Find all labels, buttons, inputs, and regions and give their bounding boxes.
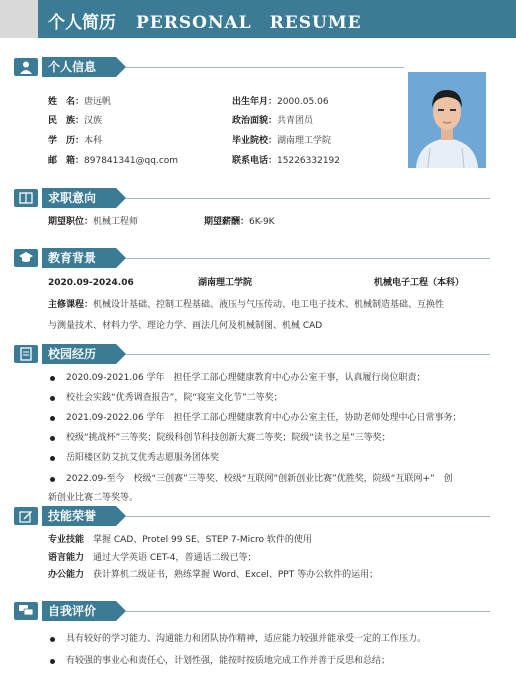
salary-row: 期望薪酬：6K-9K: [204, 217, 275, 227]
page-title: [48, 8, 362, 33]
chat-icon: [14, 602, 38, 620]
school-row: 毕业院校：湖南理工学院: [232, 136, 332, 146]
section-title-self: 自我评价: [42, 601, 116, 621]
section-title-education: 教育背景: [42, 248, 116, 268]
campus-item-2: 校社会实践“优秀调查报告”，院“寝室文化节”二等奖；: [66, 393, 283, 403]
ethnic-row: 民 族：汉族: [48, 116, 103, 126]
section-arrow: [116, 188, 126, 208]
section-title-objective: 求职意向: [42, 188, 116, 208]
campus-item-6-wrap: 新创业比赛二等奖等。: [48, 493, 139, 503]
bullet: [50, 477, 55, 482]
section-divider: [126, 516, 490, 517]
section-title-campus: 校园经历: [42, 344, 116, 364]
graduation-cap-icon: [14, 249, 38, 267]
campus-item-5: 岳阳楼区防艾抗艾优秀志愿服务团体奖: [66, 453, 220, 463]
section-arrow: [116, 344, 126, 364]
skill-pro-row: 专业技能 掌握 CAD、Protel 99 SE、STEP 7-Micro 软件的使用: [48, 535, 312, 545]
self-item-2: 有较强的事业心和责任心，计划性强，能按时按质地完成工作并善于反思和总结；: [66, 656, 391, 666]
self-item-1: 具有较好的学习能力、沟通能力和团队协作精神，适应能力较强并能承受一定的工作压力。: [66, 634, 427, 644]
name-value: 唐远帆: [84, 97, 112, 107]
bullet: [50, 376, 55, 381]
bullet: [50, 637, 55, 642]
name-row: 姓 名：唐远帆: [48, 97, 112, 107]
campus-item-6: 2022.09-至今 校级“三创赛”三等奖、校级“互联网”创新创业比赛”优胜奖，院级“互联网+” 创: [66, 474, 453, 484]
title-cn: 个人简历: [48, 13, 116, 33]
political-row: 政治面貌：共青团员: [232, 116, 314, 126]
school-value: 湖南理工学院: [277, 136, 332, 146]
edu-major: 机械电子工程（本科）: [374, 278, 465, 288]
edit-icon: [14, 507, 38, 525]
campus-item-3: 2021.09-2022.06 学年 担任学工部心理健康教育中心办公室主任，协助老师处理中心日常事务；: [66, 413, 462, 423]
email-row: 邮 箱：897841341@qq.com: [48, 156, 179, 166]
section-divider: [126, 67, 404, 68]
section-divider: [126, 611, 490, 612]
ethnic-value: 汉族: [84, 116, 103, 126]
briefcase-icon: [14, 189, 38, 207]
degree-row: 学 历：本科: [48, 136, 103, 146]
campus-item-1: 2020.09-2021.06 学年 担任学工部心理健康教育中心办公室干事，认真履行岗位职责；: [66, 373, 426, 383]
section-divider: [126, 354, 490, 355]
phone-row: 联系电话：15226332192: [232, 156, 341, 166]
birth-row: 出生年月：2000.05.06: [232, 97, 329, 107]
birth-value: 2000.05.06: [277, 97, 329, 107]
edu-courses-line2: 与测量技术、材料力学、理论力学、画法几何及机械制图、机械 CAD: [48, 321, 323, 331]
section-arrow: [116, 248, 126, 268]
political-value: 共青团员: [277, 116, 314, 126]
section-arrow: [116, 506, 126, 526]
document-icon: [14, 345, 38, 363]
email-value: 897841341@qq.com: [84, 156, 179, 166]
section-divider: [126, 258, 490, 259]
bullet: [50, 396, 55, 401]
salary-value: 6K-9K: [249, 217, 275, 227]
bullet: [50, 436, 55, 441]
section-arrow: [116, 601, 126, 621]
section-divider: [126, 198, 490, 199]
edu-period: 2020.09-2024.06: [48, 278, 134, 288]
person-icon: [14, 58, 38, 76]
bullet: [50, 659, 55, 664]
skill-office-row: 办公能力 获计算机二级证书，熟练掌握 Word、Excel、PPT 等办公软件的运用；: [48, 570, 379, 580]
position-value: 机械工程师: [93, 217, 139, 227]
profile-photo: [408, 72, 486, 168]
degree-value: 本科: [84, 136, 103, 146]
edu-school: 湖南理工学院: [198, 278, 253, 288]
header-gray-block: [0, 0, 38, 38]
section-title-personal: 个人信息: [42, 57, 116, 77]
section-arrow: [116, 57, 126, 77]
title-en-2: RESUME: [269, 13, 362, 33]
section-title-skills: 技能荣誉: [42, 506, 116, 526]
bullet: [50, 456, 55, 461]
position-row: 期望职位：机械工程师: [48, 217, 139, 227]
skill-lang-row: 语言能力 通过大学英语 CET-4，普通话二级已等；: [48, 553, 257, 563]
campus-item-4: 校级“挑战杯”三等奖；院级科创节科技创新大赛二等奖；院级“读书之星”三等奖；: [66, 433, 391, 443]
edu-courses-line1: 主修课程：机械设计基础、控制工程基础、液压与气压传动、电工电子技术、机械制造基础、互换性: [48, 300, 445, 310]
title-en-1: PERSONAL: [136, 13, 252, 33]
phone-value: 15226332192: [277, 156, 341, 166]
bullet: [50, 416, 55, 421]
